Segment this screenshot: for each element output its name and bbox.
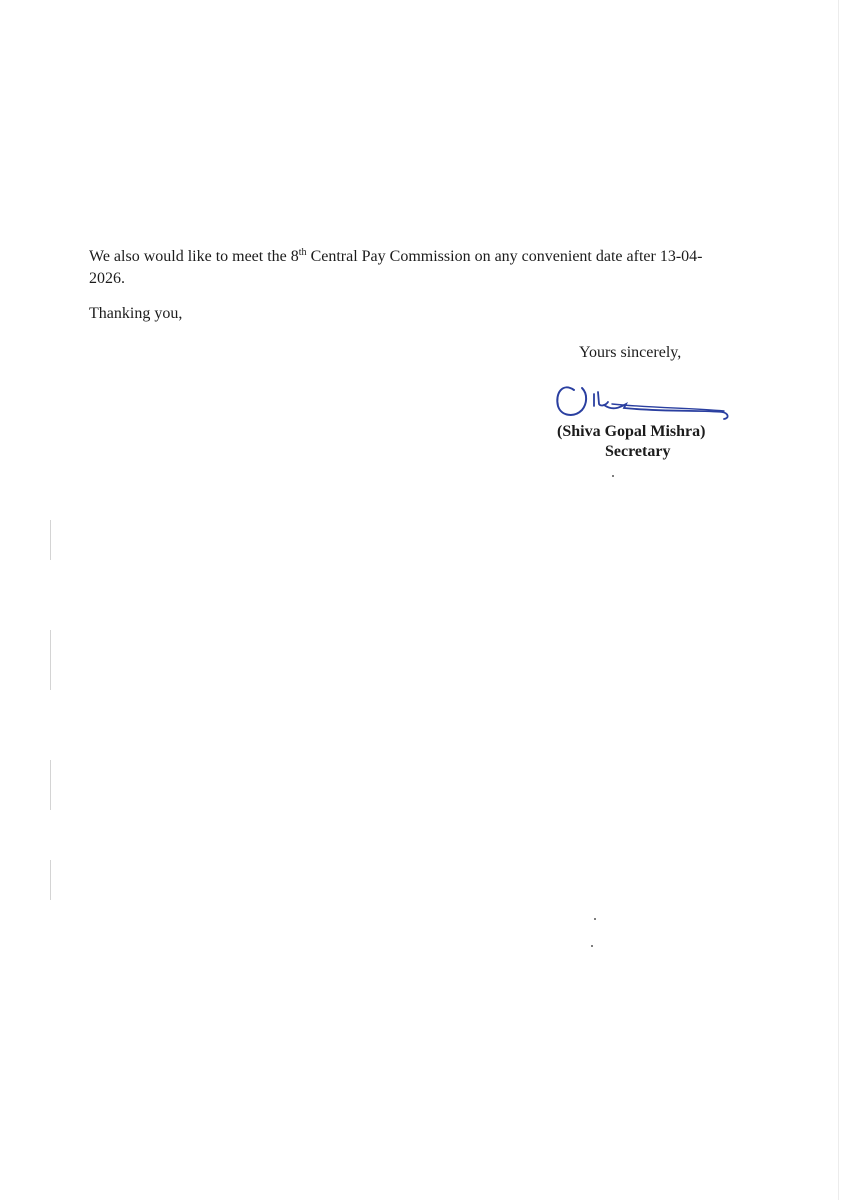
scan-artifact bbox=[50, 760, 51, 810]
thanks-line: Thanking you, bbox=[89, 305, 183, 322]
scan-artifact bbox=[50, 520, 51, 560]
signer-title: Secretary bbox=[605, 443, 671, 460]
scan-artifact bbox=[50, 860, 51, 900]
body-text-end: Central Pay Commission on any convenient date after 13-04-2026. bbox=[89, 248, 703, 287]
scan-artifact bbox=[50, 630, 51, 690]
scan-speck bbox=[591, 945, 593, 947]
closing-line: Yours sincerely, bbox=[579, 344, 682, 361]
letter-body-paragraph bbox=[89, 246, 729, 290]
signer-name: (Shiva Gopal Mishra) bbox=[557, 423, 706, 440]
scan-speck bbox=[612, 475, 614, 477]
page-edge bbox=[838, 0, 839, 1200]
body-text-start: We also would like to meet the 8 bbox=[89, 248, 299, 265]
ordinal-superscript: th bbox=[298, 247, 307, 258]
handwritten-signature bbox=[552, 372, 732, 428]
scan-speck bbox=[594, 918, 596, 920]
